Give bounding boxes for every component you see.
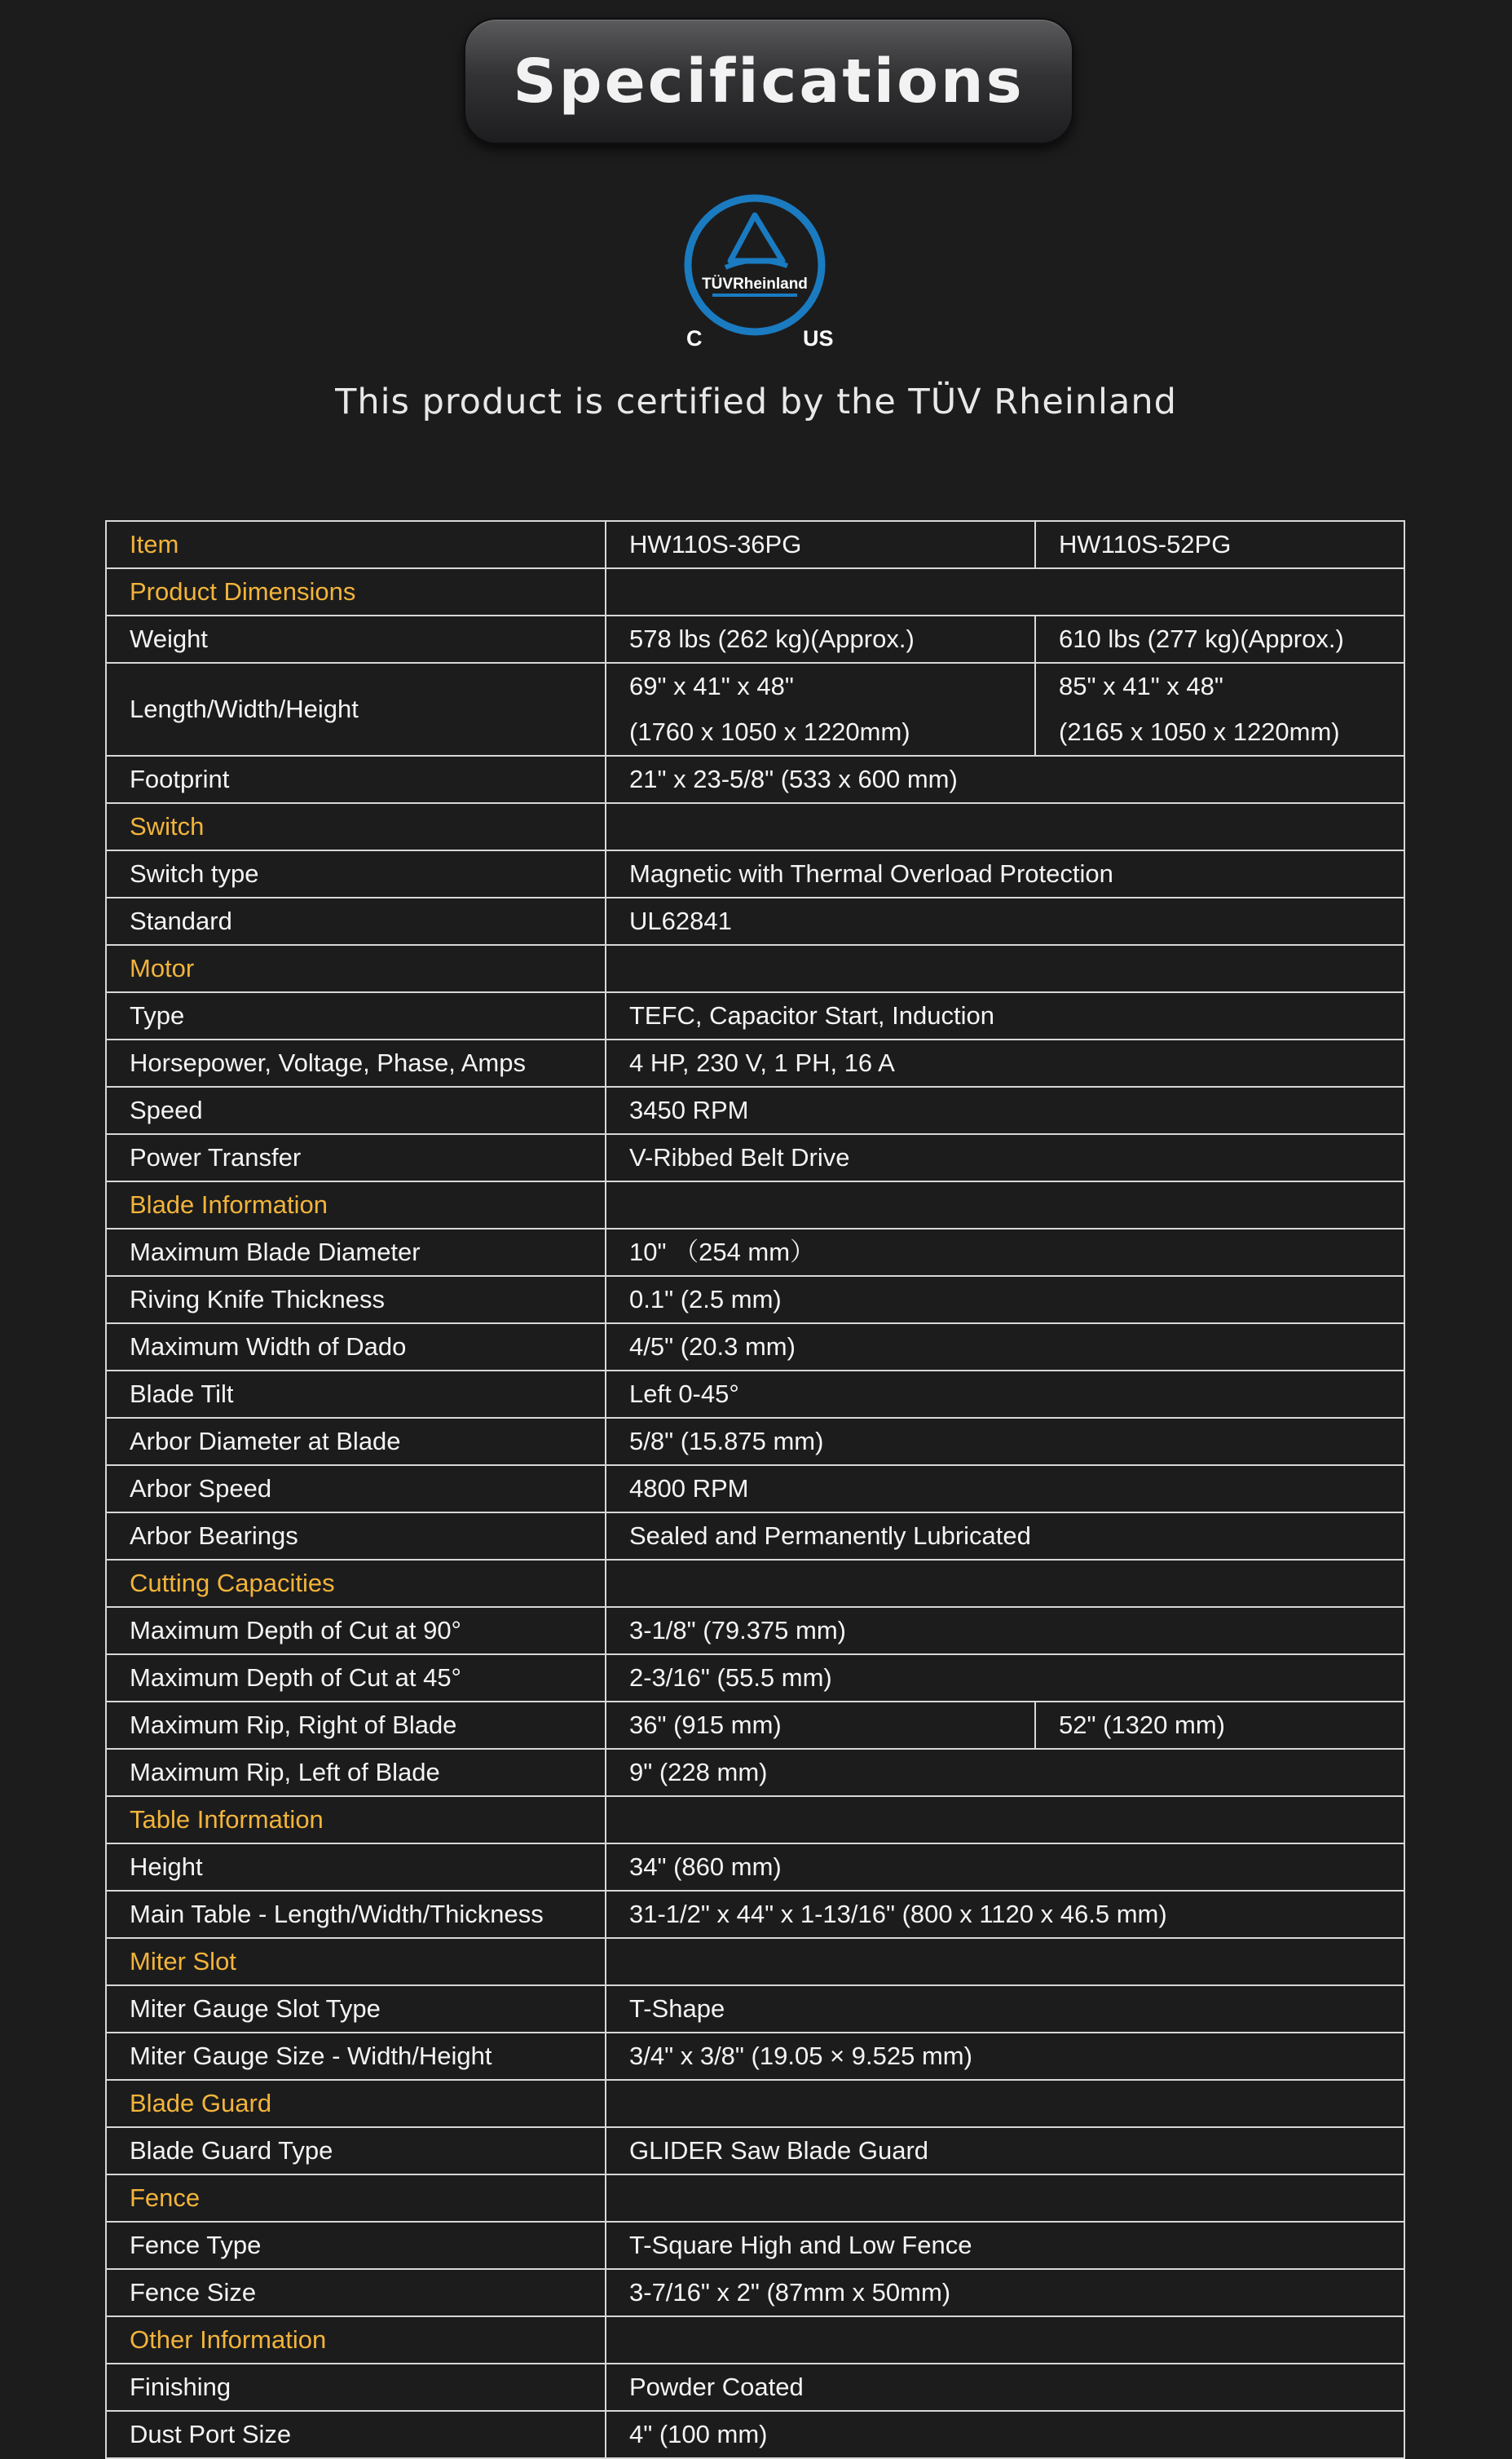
row-value: Sealed and Permanently Lubricated xyxy=(606,1512,1404,1560)
model-52pg-header: HW110S-52PG xyxy=(1035,521,1404,568)
row-label: Maximum Rip, Right of Blade xyxy=(106,1702,606,1749)
table-row xyxy=(106,756,1404,803)
table-row xyxy=(106,2222,1404,2269)
row-value: 21" x 23-5/8" (533 x 600 mm) xyxy=(606,756,1404,803)
row-label: Switch type xyxy=(106,850,606,898)
empty-cell xyxy=(606,568,1404,616)
tuv-rheinland-certification-logo xyxy=(668,186,856,357)
empty-cell xyxy=(606,1796,1404,1843)
section-label: Other Information xyxy=(106,2316,606,2364)
table-row xyxy=(106,616,1404,663)
row-label: Standard xyxy=(106,898,606,945)
empty-cell xyxy=(606,2174,1404,2222)
row-value: 3450 RPM xyxy=(606,1087,1404,1134)
row-value: Magnetic with Thermal Overload Protection xyxy=(606,850,1404,898)
table-row xyxy=(106,1229,1404,1276)
row-value-52pg xyxy=(1035,663,1404,756)
section-header-row xyxy=(106,803,1404,850)
row-label: Footprint xyxy=(106,756,606,803)
row-value: Left 0-45° xyxy=(606,1371,1404,1418)
table-row xyxy=(106,1371,1404,1418)
table-row xyxy=(106,1985,1404,2033)
cert-mark-us: US xyxy=(803,326,834,351)
section-label: Blade Information xyxy=(106,1181,606,1229)
tuv-triangle-icon xyxy=(725,215,787,267)
row-value: UL62841 xyxy=(606,898,1404,945)
section-header-row xyxy=(106,945,1404,992)
table-row xyxy=(106,1087,1404,1134)
section-header-row xyxy=(106,2174,1404,2222)
row-value: Powder Coated xyxy=(606,2364,1404,2411)
row-value: V-Ribbed Belt Drive xyxy=(606,1134,1404,1181)
row-value: 31-1/2" x 44" x 1-13/16" (800 x 1120 x 46.5 mm) xyxy=(606,1891,1404,1938)
section-label: Table Information xyxy=(106,1796,606,1843)
table-row xyxy=(106,2364,1404,2411)
model-36pg-header: HW110S-36PG xyxy=(606,521,1035,568)
section-label: Switch xyxy=(106,803,606,850)
row-label: Maximum Width of Dado xyxy=(106,1323,606,1371)
table-row xyxy=(106,2127,1404,2174)
tuv-brand-text: TÜVRheinland xyxy=(702,276,808,293)
table-row xyxy=(106,898,1404,945)
row-label: Riving Knife Thickness xyxy=(106,1276,606,1323)
row-label: Arbor Bearings xyxy=(106,1512,606,1560)
table-row xyxy=(106,1654,1404,1702)
row-value: 34" (860 mm) xyxy=(606,1843,1404,1891)
table-row xyxy=(106,2269,1404,2316)
row-value: 4800 RPM xyxy=(606,1465,1404,1512)
empty-cell xyxy=(606,2080,1404,2127)
row-value: T-Shape xyxy=(606,1985,1404,2033)
empty-cell xyxy=(606,945,1404,992)
section-label: Miter Slot xyxy=(106,1938,606,1985)
empty-cell xyxy=(606,1938,1404,1985)
table-row xyxy=(106,1276,1404,1323)
row-value: 0.1" (2.5 mm) xyxy=(606,1276,1404,1323)
row-value: 9" (228 mm) xyxy=(606,1749,1404,1796)
table-row xyxy=(106,1465,1404,1512)
row-value: 3-1/8" (79.375 mm) xyxy=(606,1607,1404,1654)
row-label: Power Transfer xyxy=(106,1134,606,1181)
table-row xyxy=(106,1134,1404,1181)
row-value-metric: (1760 x 1050 x 1220mm) xyxy=(629,717,910,746)
section-label: Blade Guard xyxy=(106,2080,606,2127)
table-row xyxy=(106,2411,1404,2458)
cert-mark-c: C xyxy=(686,326,703,351)
specifications-title-banner xyxy=(464,18,1073,144)
row-label: Finishing xyxy=(106,2364,606,2411)
row-value-metric: (2165 x 1050 x 1220mm) xyxy=(1059,717,1340,746)
row-value: 3/4" x 3/8" (19.05 × 9.525 mm) xyxy=(606,2033,1404,2080)
section-header-row xyxy=(106,1938,1404,1985)
section-header-row xyxy=(106,2316,1404,2364)
table-row xyxy=(106,850,1404,898)
row-value: 5/8" (15.875 mm) xyxy=(606,1418,1404,1465)
table-row xyxy=(106,1702,1404,1749)
table-row xyxy=(106,521,1404,568)
row-label: Arbor Speed xyxy=(106,1465,606,1512)
section-header-row xyxy=(106,1181,1404,1229)
row-value: 3-7/16" x 2" (87mm x 50mm) xyxy=(606,2269,1404,2316)
row-value: 10" （254 mm） xyxy=(606,1229,1404,1276)
row-value-52pg: 52" (1320 mm) xyxy=(1035,1702,1404,1749)
table-row xyxy=(106,1843,1404,1891)
row-label: Arbor Diameter at Blade xyxy=(106,1418,606,1465)
row-value-36pg: 578 lbs (262 kg)(Approx.) xyxy=(606,616,1035,663)
row-label: Fence Size xyxy=(106,2269,606,2316)
row-value: 4 HP, 230 V, 1 PH, 16 A xyxy=(606,1040,1404,1087)
section-header-row xyxy=(106,2080,1404,2127)
row-value-imperial: 85" x 41" x 48" xyxy=(1059,672,1223,700)
row-value: GLIDER Saw Blade Guard xyxy=(606,2127,1404,2174)
table-row xyxy=(106,2033,1404,2080)
row-value-36pg xyxy=(606,663,1035,756)
table-row xyxy=(106,663,1404,756)
row-label: Weight xyxy=(106,616,606,663)
row-label: Maximum Rip, Left of Blade xyxy=(106,1749,606,1796)
row-label: Type xyxy=(106,992,606,1040)
row-value: 4" (100 mm) xyxy=(606,2411,1404,2458)
row-value: T-Square High and Low Fence xyxy=(606,2222,1404,2269)
row-label: Fence Type xyxy=(106,2222,606,2269)
section-label: Motor xyxy=(106,945,606,992)
row-value: 2-3/16" (55.5 mm) xyxy=(606,1654,1404,1702)
page-title: Specifications xyxy=(513,46,1025,117)
section-label: Product Dimensions xyxy=(106,568,606,616)
row-value-imperial: 69" x 41" x 48" xyxy=(629,672,794,700)
row-label: Horsepower, Voltage, Phase, Amps xyxy=(106,1040,606,1087)
section-header-row xyxy=(106,1796,1404,1843)
row-label: Dust Port Size xyxy=(106,2411,606,2458)
table-row xyxy=(106,992,1404,1040)
table-row xyxy=(106,1891,1404,1938)
row-value: TEFC, Capacitor Start, Induction xyxy=(606,992,1404,1040)
row-label: Height xyxy=(106,1843,606,1891)
section-label: Cutting Capacities xyxy=(106,1560,606,1607)
certification-statement: This product is certified by the TÜV Rheinland xyxy=(335,382,1177,422)
empty-cell xyxy=(606,2316,1404,2364)
row-value-52pg: 610 lbs (277 kg)(Approx.) xyxy=(1035,616,1404,663)
empty-cell xyxy=(606,803,1404,850)
empty-cell xyxy=(606,1560,1404,1607)
empty-cell xyxy=(606,1181,1404,1229)
row-value-36pg: 36" (915 mm) xyxy=(606,1702,1035,1749)
row-value: 4/5" (20.3 mm) xyxy=(606,1323,1404,1371)
row-label: Maximum Blade Diameter xyxy=(106,1229,606,1276)
row-label: Main Table - Length/Width/Thickness xyxy=(106,1891,606,1938)
section-header-row xyxy=(106,1560,1404,1607)
row-label: Item xyxy=(106,521,606,568)
section-label: Fence xyxy=(106,2174,606,2222)
table-row xyxy=(106,1323,1404,1371)
specifications-table xyxy=(105,520,1405,2459)
row-label: Blade Guard Type xyxy=(106,2127,606,2174)
row-label: Maximum Depth of Cut at 90° xyxy=(106,1607,606,1654)
row-label: Length/Width/Height xyxy=(106,663,606,756)
table-row xyxy=(106,1418,1404,1465)
row-label: Miter Gauge Size - Width/Height xyxy=(106,2033,606,2080)
row-label: Speed xyxy=(106,1087,606,1134)
row-label: Miter Gauge Slot Type xyxy=(106,1985,606,2033)
table-row xyxy=(106,1749,1404,1796)
table-row xyxy=(106,1040,1404,1087)
table-row xyxy=(106,1512,1404,1560)
row-label: Blade Tilt xyxy=(106,1371,606,1418)
row-label: Maximum Depth of Cut at 45° xyxy=(106,1654,606,1702)
section-header-row xyxy=(106,568,1404,616)
table-row xyxy=(106,1607,1404,1654)
